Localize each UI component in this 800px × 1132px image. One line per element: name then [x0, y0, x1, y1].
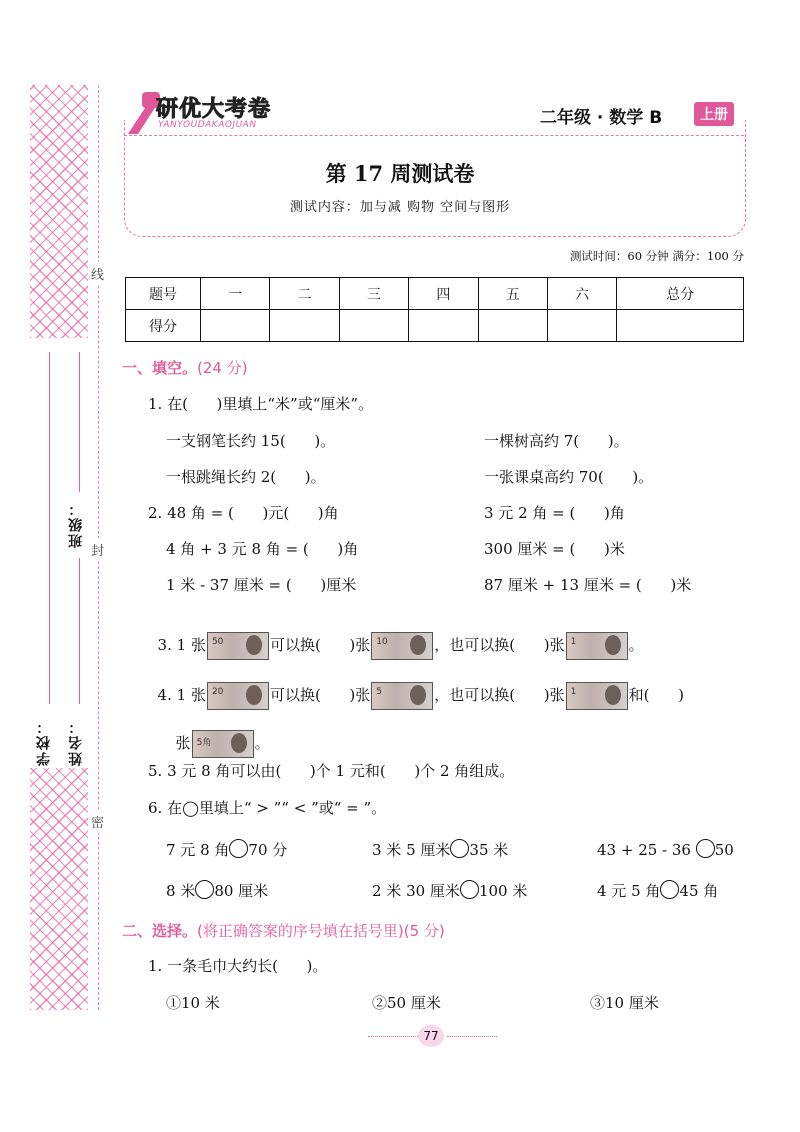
score-header-row — [126, 278, 744, 310]
section2-heading — [122, 920, 445, 941]
logo-title: 研优大考卷 — [156, 97, 272, 122]
score-table — [125, 277, 744, 342]
class-label: 班级： — [68, 500, 84, 548]
q2-item-d: 300 厘米 = ( )米 — [484, 540, 625, 558]
section1-points: (24 分) — [197, 359, 248, 377]
q6-left: 3 米 5 厘米 — [372, 841, 451, 859]
q3-part4: 。 — [628, 636, 644, 654]
page-number: 77 — [418, 1025, 444, 1047]
grade-subject: 二年级 · 数学 B — [540, 108, 663, 128]
q4-part4: 和( ) — [628, 686, 684, 704]
score-header-cell: 六 — [547, 278, 616, 310]
q6-right: 100 米 — [478, 882, 528, 900]
q1-item-d: 一张课桌高约 70( )。 — [484, 468, 654, 486]
score-cell[interactable] — [270, 310, 339, 342]
binding-line-char: 线 — [91, 262, 104, 285]
q2-item-e: 1 米 - 37 厘米 = ( )厘米 — [166, 576, 357, 594]
score-header-cell: 四 — [409, 278, 478, 310]
banknote-value: 5角 — [196, 738, 212, 748]
q6-left: 4 元 5 角 — [597, 882, 661, 900]
q6-left: 8 米 — [166, 882, 196, 900]
page-title: 第 17 周测试卷 — [325, 161, 475, 186]
score-header-cell: 题号 — [126, 278, 201, 310]
logo-subtitle: YANYOUDAKAOJUAN — [158, 120, 257, 130]
q4-part6: 。 — [254, 734, 270, 752]
compare-circle[interactable] — [660, 880, 679, 899]
name-label: 姓名： — [68, 718, 84, 766]
test-meta: 测试时间：60 分钟 满分：100 分 — [569, 249, 744, 263]
score-row-label: 得分 — [126, 310, 201, 342]
banknote-value: 20 — [211, 687, 224, 697]
banknote-10-icon — [371, 632, 433, 660]
q6-left: 7 元 8 角 — [166, 841, 230, 859]
q6-right: 35 米 — [469, 841, 509, 859]
compare-circle[interactable] — [450, 839, 469, 858]
score-header-cell: 三 — [339, 278, 408, 310]
q6-right: 80 厘米 — [214, 882, 269, 900]
score-header-cell: 总分 — [617, 278, 744, 310]
section1-heading — [122, 357, 248, 378]
score-cell[interactable] — [409, 310, 478, 342]
q6-left: 2 米 30 厘米 — [372, 882, 460, 900]
banknote-value: 10 — [376, 637, 388, 647]
page-divider-right — [447, 1036, 497, 1037]
test-content: 测试内容：加与减 购物 空间与图形 — [289, 200, 511, 215]
q6-right: 50 — [714, 841, 734, 859]
score-cell[interactable] — [201, 310, 270, 342]
q6-item — [372, 880, 527, 901]
binding-secret-char: 密 — [91, 810, 104, 833]
q5: 5. 3 元 8 角可以由( )个 1 元和( )个 2 角组成。 — [148, 762, 515, 780]
q6-stem: 6. 在◯里填上“ > ”“ < ”或“ = ”。 — [148, 799, 387, 817]
q1-item-a: 一支钢笔长约 15( )。 — [166, 432, 336, 450]
banknote-5-icon — [371, 682, 433, 710]
q4-part2: 可以换( )张 — [269, 686, 371, 704]
banknote-1-icon — [566, 632, 628, 660]
banknote-value: 1 — [570, 687, 577, 697]
q1-item-b: 一棵树高约 7( )。 — [484, 432, 629, 450]
score-cell[interactable] — [617, 310, 744, 342]
score-row — [126, 310, 744, 342]
section1-title: 一、填空。 — [122, 359, 198, 377]
binding-seal-char: 封 — [91, 538, 104, 561]
s2-q1-option[interactable]: ②50 厘米 — [372, 994, 441, 1012]
banknote-1-icon — [566, 682, 628, 710]
banknote-50-icon — [207, 632, 269, 660]
s2-q1-option[interactable]: ③10 厘米 — [590, 994, 659, 1012]
banknote-20-icon — [207, 682, 269, 710]
banknote-value: 1 — [570, 637, 577, 647]
class-line[interactable] — [79, 352, 80, 492]
q3-part2: 可以换( )张 — [269, 636, 371, 654]
binding-pattern-bottom — [30, 768, 88, 1010]
q6-item — [166, 880, 268, 901]
score-cell[interactable] — [478, 310, 547, 342]
q6-right: 45 角 — [679, 882, 719, 900]
score-header-cell: 二 — [270, 278, 339, 310]
q4-part5: 张 — [175, 734, 191, 752]
q4-part3: ，也可以换( )张 — [434, 686, 565, 704]
q6-item — [372, 839, 508, 860]
q2-item-f: 87 厘米 + 13 厘米 = ( )米 — [484, 576, 692, 594]
score-header-cell: 一 — [201, 278, 270, 310]
q6-left: 43 + 25 - 36 — [597, 841, 696, 859]
q4-part1: 4. 1 张 — [157, 686, 206, 704]
score-header-cell: 五 — [478, 278, 547, 310]
q6-item — [597, 839, 734, 859]
q1-stem: 1. 在( )里填上“米”或“厘米”。 — [148, 395, 374, 413]
banknote-value: 5 — [376, 687, 383, 697]
score-cell[interactable] — [339, 310, 408, 342]
banknote-5jiao-icon — [192, 730, 254, 758]
score-cell[interactable] — [547, 310, 616, 342]
page-divider-left — [368, 1036, 418, 1037]
school-label: 学校： — [36, 718, 52, 766]
section2-title: 二、选择。 — [122, 922, 198, 940]
q1-item-c: 一根跳绳长约 2( )。 — [166, 468, 326, 486]
s2-q1-stem: 1. 一条毛巾大约长( )。 — [148, 957, 328, 975]
compare-circle[interactable] — [696, 839, 715, 858]
section2-points: (将正确答案的序号填在括号里)(5 分) — [197, 922, 445, 940]
q3-line — [148, 614, 644, 660]
q3-part1: 3. 1 张 — [157, 636, 206, 654]
compare-circle[interactable] — [229, 839, 248, 858]
s2-q1-option[interactable]: ①10 米 — [166, 994, 220, 1012]
q6-item — [597, 880, 718, 901]
school-line[interactable] — [49, 352, 50, 704]
q6-item — [166, 839, 287, 860]
q3-part3: ，也可以换( )张 — [434, 636, 565, 654]
name-line[interactable] — [79, 558, 80, 704]
q4-line — [148, 664, 684, 710]
q4-line-cont — [166, 712, 270, 758]
q2-item-b: 3 元 2 角 = ( )角 — [484, 504, 625, 522]
q2-item-c: 4 角 + 3 元 8 角 = ( )角 — [166, 540, 359, 558]
q2-item-a: 2. 48 角 = ( )元( )角 — [148, 504, 339, 522]
term-badge: 上册 — [694, 102, 734, 126]
compare-circle[interactable] — [195, 880, 214, 899]
compare-circle[interactable] — [460, 880, 479, 899]
q6-right: 70 分 — [248, 841, 288, 859]
banknote-value: 50 — [211, 637, 224, 647]
